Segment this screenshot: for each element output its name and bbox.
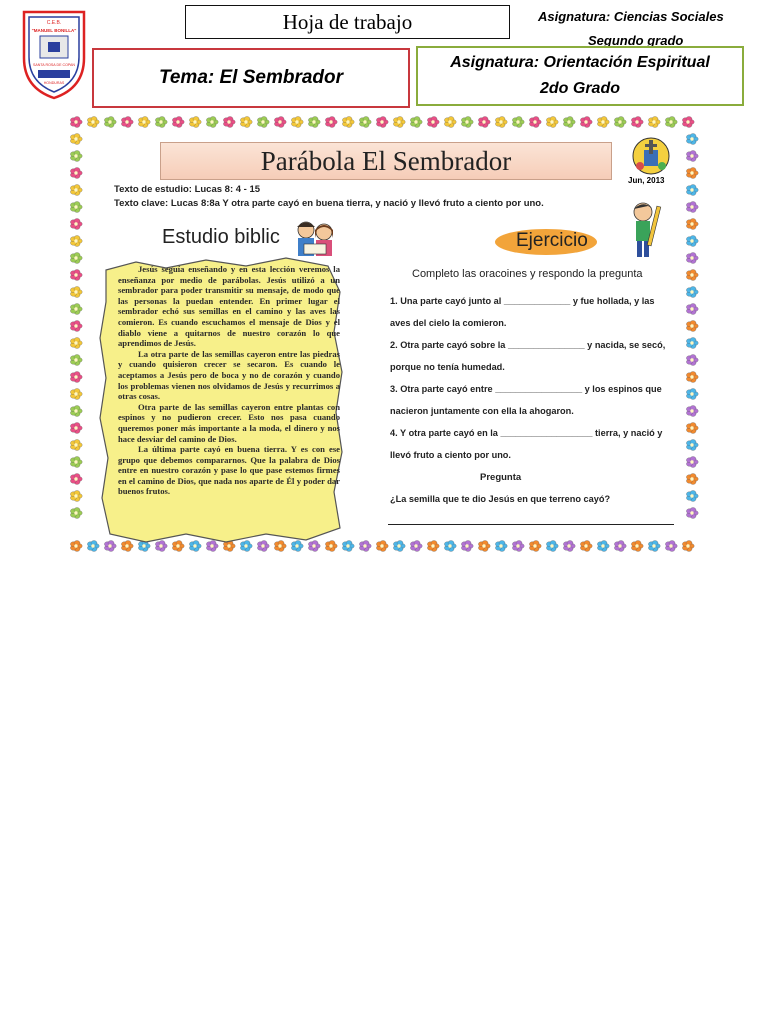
- border-flower-icon: [444, 541, 456, 552]
- border-flower-icon: [686, 168, 698, 179]
- border-flower-icon: [686, 355, 698, 366]
- key-text: Texto clave: Lucas 8:8a Y otra parte cayó en buena tierra, y nació y llevó fruto a ciento por uno.: [114, 198, 544, 209]
- subject-box: [416, 46, 744, 106]
- border-flower-icon: [172, 117, 184, 128]
- border-flower-icon: [614, 117, 626, 128]
- border-flower-icon: [70, 508, 82, 519]
- border-flower-icon: [631, 541, 643, 552]
- border-flower-icon: [686, 474, 698, 485]
- border-flower-icon: [563, 117, 575, 128]
- answer-line: [388, 524, 674, 525]
- border-flower-icon: [682, 117, 694, 128]
- border-flower-icon: [682, 541, 694, 552]
- study-text: Texto de estudio: Lucas 8: 4 - 15: [114, 184, 261, 195]
- logo-text-ceb: C.E.B.: [46, 20, 62, 26]
- worksheet-title-box: [185, 5, 510, 39]
- topic-label: Tema: El Sembrador: [158, 67, 344, 88]
- parable-title: Parábola El Sembrador: [260, 145, 512, 176]
- border-flower-icon: [70, 270, 82, 281]
- border-flower-icon: [546, 117, 558, 128]
- parable-title-bar: [160, 142, 612, 180]
- border-flower-icon: [686, 406, 698, 417]
- border-flower-icon: [686, 457, 698, 468]
- question-heading: Pregunta: [480, 472, 522, 483]
- border-flower-icon: [291, 117, 303, 128]
- subject-label: Asignatura: Orientación Espiritual: [450, 54, 710, 71]
- boy-with-pencil-icon: [628, 200, 662, 260]
- border-flower-icon: [686, 287, 698, 298]
- story-paragraph: La otra parte de las semillas cayeron entre las piedras y cuando quisieron crecer se secaron. Es cuando le aceptamos a Jesús pero de boca y no de corazón y cuando los problemas vienen nos olvidamos de Jesús y recurrimos a otras cosas.: [118, 348, 340, 402]
- question-3-line-2: nacieron juntamente con ella la ahogaron.: [390, 406, 574, 416]
- school-logo: [20, 8, 88, 100]
- border-flower-icon: [563, 541, 575, 552]
- exercise-heading: Ejercicio: [516, 230, 588, 251]
- border-flower-icon: [325, 117, 337, 128]
- story-paragraph: La última parte cayó en buena tierra. Y es con ese grupo que debemos compararnos. Que la palabra de Dios entre en nuestro corazón y pase lo que pase estemos firmes en el camino de Dios, que nada nos aparte de Él y poder dar buenos frutos.: [118, 444, 340, 497]
- border-flower-icon: [308, 117, 320, 128]
- border-flower-icon: [478, 117, 490, 128]
- story-paragraph: Otra parte de las semillas cayeron entre plantas con espinos y no pudieron crecer. Esto nos pasa cuando queremos poner más importante a la moda, el dinero y nos hace desviar del camino de Dios.: [118, 401, 340, 444]
- border-flower-icon: [512, 117, 524, 128]
- story-paragraph: Jesús seguía enseñando y en esta lección veremos la enseñanza por medio de parábolas. Jesús utilizó a un sembrador para poder transmitir su mensaje, de modo que las personas la puedan entender. En primer lugar el sembrador echó sus semillas en el camino y las aves las comieron. Es cuando escuchamos el mensaje de Dios y el diablo viene a quitarnos de nuestro corazón lo que aprendimos de Jesús.: [118, 264, 340, 349]
- border-flower-icon: [359, 117, 371, 128]
- subject-social-studies: Asignatura: Ciencias Sociales: [538, 9, 724, 24]
- border-flower-icon: [686, 185, 698, 196]
- border-flower-icon: [70, 440, 82, 451]
- logo-text-name: "MANUEL BONILLA": [31, 28, 77, 33]
- question-1-line-1: 1. Una parte cayó junto al _____________ y fue hollada, y las: [390, 296, 655, 306]
- border-flower-icon: [631, 117, 643, 128]
- border-flower-icon: [393, 541, 405, 552]
- border-flower-icon: [648, 117, 660, 128]
- border-flower-icon: [104, 117, 116, 128]
- worksheet-image: [68, 114, 700, 554]
- border-flower-icon: [686, 134, 698, 145]
- border-flower-icon: [512, 541, 524, 552]
- border-flower-icon: [121, 117, 133, 128]
- border-flower-icon: [70, 406, 82, 417]
- border-flower-icon: [70, 389, 82, 400]
- border-flower-icon: [189, 117, 201, 128]
- border-flower-icon: [70, 185, 82, 196]
- worksheet-title: Hoja de trabajo: [282, 9, 413, 34]
- border-flower-icon: [648, 541, 660, 552]
- border-flower-icon: [478, 541, 490, 552]
- question-2-line-1: 2. Otra parte cayó sobre la _______________ y nacida, se secó,: [390, 340, 666, 350]
- question-3-line-1: 3. Otra parte cayó entre _________________ y los espinos que: [390, 384, 662, 394]
- border-flower-icon: [427, 541, 439, 552]
- border-flower-icon: [580, 541, 592, 552]
- exercise-instructions: Completo las oracoines y respondo la pregunta: [412, 268, 643, 280]
- border-flower-icon: [359, 541, 371, 552]
- border-flower-icon: [70, 168, 82, 179]
- border-flower-icon: [444, 117, 456, 128]
- border-flower-icon: [223, 117, 235, 128]
- border-flower-icon: [686, 202, 698, 213]
- border-flower-icon: [342, 117, 354, 128]
- question-text: ¿La semilla que te dio Jesús en que terreno cayó?: [390, 494, 611, 504]
- border-flower-icon: [686, 440, 698, 451]
- border-flower-icon: [70, 151, 82, 162]
- logo-text-country: HONDURAS: [43, 81, 65, 85]
- border-flower-icon: [686, 253, 698, 264]
- border-flower-icon: [70, 202, 82, 213]
- border-flower-icon: [686, 236, 698, 247]
- border-flower-icon: [138, 117, 150, 128]
- border-flower-icon: [461, 541, 473, 552]
- border-flower-icon: [393, 117, 405, 128]
- border-flower-icon: [70, 491, 82, 502]
- border-flower-icon: [70, 541, 82, 552]
- border-flower-icon: [70, 287, 82, 298]
- border-flower-icon: [597, 117, 609, 128]
- border-flower-icon: [257, 117, 269, 128]
- border-flower-icon: [376, 541, 388, 552]
- border-flower-icon: [410, 117, 422, 128]
- border-flower-icon: [70, 474, 82, 485]
- border-flower-icon: [70, 134, 82, 145]
- border-flower-icon: [495, 541, 507, 552]
- border-flower-icon: [665, 117, 677, 128]
- border-flower-icon: [70, 457, 82, 468]
- question-4-line-2: llevó fruto a ciento por uno.: [390, 450, 511, 460]
- border-flower-icon: [87, 117, 99, 128]
- border-flower-icon: [410, 541, 422, 552]
- border-flower-icon: [686, 321, 698, 332]
- question-2-line-2: porque no tenía humedad.: [390, 362, 505, 372]
- border-flower-icon: [686, 389, 698, 400]
- border-flower-icon: [155, 117, 167, 128]
- story-text: [118, 264, 340, 497]
- border-flower-icon: [427, 117, 439, 128]
- border-flower-icon: [580, 117, 592, 128]
- date-label: Jun, 2013: [628, 176, 665, 185]
- border-flower-icon: [70, 338, 82, 349]
- border-flower-icon: [206, 117, 218, 128]
- question-1-line-2: aves del cielo la comieron.: [390, 318, 507, 328]
- border-flower-icon: [495, 117, 507, 128]
- border-flower-icon: [70, 219, 82, 230]
- border-flower-icon: [546, 541, 558, 552]
- border-flower-icon: [529, 541, 541, 552]
- border-flower-icon: [70, 236, 82, 247]
- border-flower-icon: [529, 117, 541, 128]
- border-flower-icon: [70, 253, 82, 264]
- border-flower-icon: [686, 270, 698, 281]
- logo-text-city: SANTA ROSA DE COPAN: [32, 63, 76, 67]
- border-flower-icon: [70, 321, 82, 332]
- border-flower-icon: [686, 219, 698, 230]
- border-flower-icon: [686, 491, 698, 502]
- border-flower-icon: [686, 304, 698, 315]
- border-flower-icon: [461, 117, 473, 128]
- border-flower-icon: [665, 541, 677, 552]
- border-flower-icon: [376, 117, 388, 128]
- border-flower-icon: [686, 338, 698, 349]
- border-flower-icon: [70, 304, 82, 315]
- border-flower-icon: [686, 151, 698, 162]
- grade-label: 2do Grado: [539, 80, 620, 97]
- border-flower-icon: [614, 541, 626, 552]
- border-flower-icon: [240, 117, 252, 128]
- border-flower-icon: [274, 117, 286, 128]
- border-flower-icon: [70, 372, 82, 383]
- border-flower-icon: [597, 541, 609, 552]
- grade-social-studies: Segundo grado: [588, 33, 684, 48]
- topic-box: [92, 48, 410, 108]
- border-flower-icon: [70, 117, 82, 128]
- border-flower-icon: [70, 355, 82, 366]
- question-4-line-1: 4. Y otra parte cayó en la __________________ tierra, y nació y: [390, 428, 663, 438]
- border-flower-icon: [686, 423, 698, 434]
- border-flower-icon: [686, 372, 698, 383]
- border-flower-icon: [686, 508, 698, 519]
- church-emblem-icon: [628, 132, 674, 182]
- study-heading: Estudio biblic: [162, 226, 280, 248]
- border-flower-icon: [70, 423, 82, 434]
